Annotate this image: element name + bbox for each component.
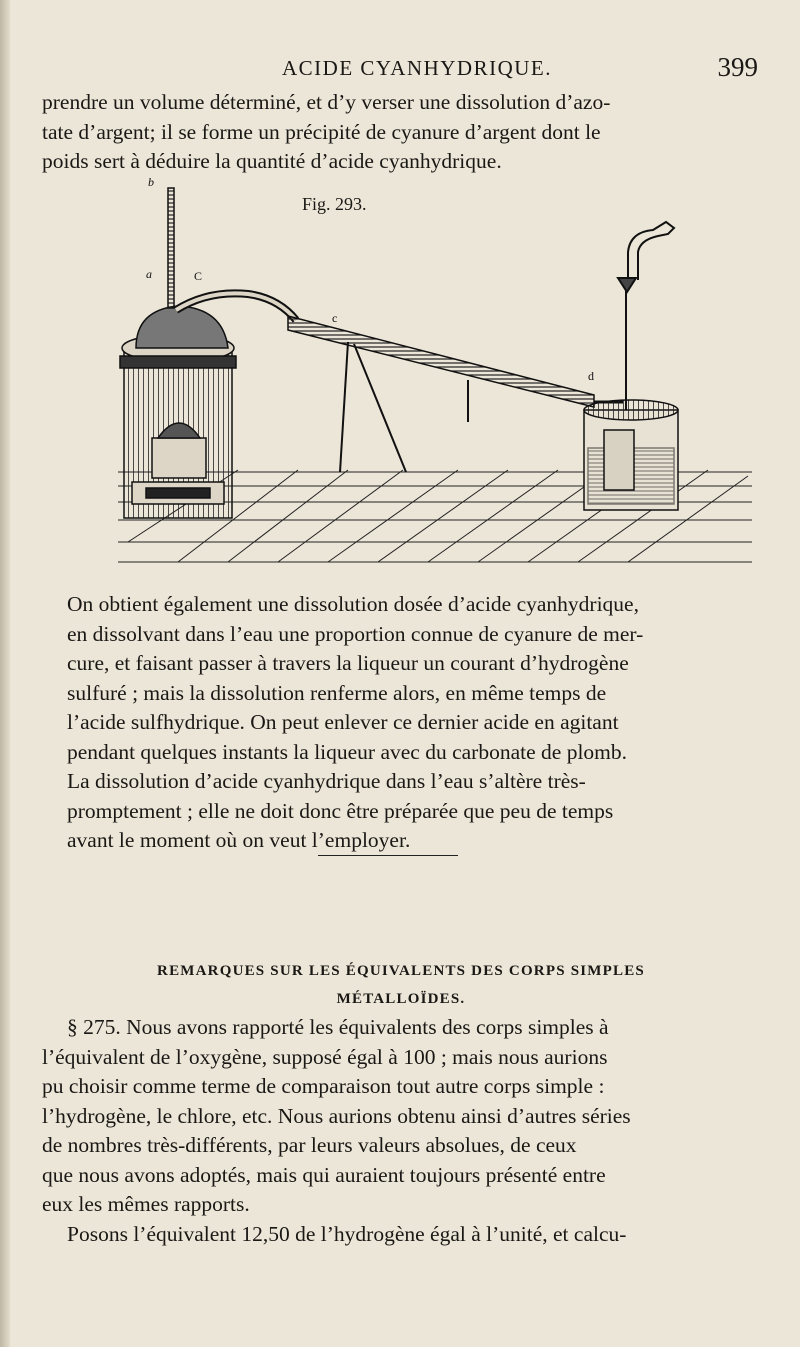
section-divider [318,855,458,856]
label-C: C [194,269,203,283]
text-line: cure, et faisant passer à travers la liqueur un courant d’hydrogène [67,651,629,675]
distillation-illustration [118,170,752,570]
running-title: ACIDE CYANHYDRIQUE. [282,56,552,80]
text-line: l’acide sulfhydrique. On peut enlever ce dernier acide en agitant [67,710,619,734]
section-heading-line: REMARQUES SUR LES ÉQUIVALENTS DES CORPS SIMPLES [157,963,645,979]
text-line: poids sert à déduire la quantité d’acide cyanhydrique. [42,149,502,173]
page-number: 399 [717,52,758,82]
text-line: avant le moment où on veut l’employer. [67,828,411,852]
paragraph-275 [42,1013,760,1249]
text-line: pendant quelques instants la liqueur avec du carbonate de plomb. [67,739,628,764]
retort [136,188,296,348]
label-c: c [332,311,338,325]
page-gutter-shadow [0,0,10,1347]
paragraph-hydrogene-sulfure [42,590,760,856]
label-d: d [588,369,594,383]
text-line: La dissolution d’acide cyanhydrique dans l’eau s’altère très- [67,769,586,793]
text-line: de nombres très-différents, par leurs valeurs absolues, de ceux [42,1133,577,1157]
text-line: Posons l’équivalent 12,50 de l’hydrogène égal à l’unité, et calcu- [67,1221,627,1246]
text-line: sulfuré ; mais la dissolution renferme alors, en même temps de [67,680,607,705]
text-line: § 275. Nous avons rapporté les équivalents des corps simples à [67,1015,609,1039]
text-line: On obtient également une dissolution dosée d’acide cyanhydrique, [67,592,639,616]
figure-caption: Fig. 293. [302,194,367,214]
text-line: que nous avons adoptés, mais qui auraient toujours présenté entre [42,1162,606,1187]
condenser [288,316,623,472]
section-heading-line: MÉTALLOÏDES. [336,991,466,1007]
text-line: en dissolvant dans l’eau une proportion connue de cyanure de mer- [67,621,644,646]
figure-distillation-apparatus [118,170,752,570]
text-line: l’équivalent de l’oxygène, supposé égal à 100 ; mais nous aurions [42,1044,608,1069]
running-head [42,52,760,84]
furnace [120,334,236,518]
text-line: eux les mêmes rapports. [42,1192,250,1216]
label-a: a [146,267,152,281]
text-line: tate d’argent; il se forme un précipité de cyanure d’argent dont le [42,119,601,144]
paragraph-continuation [42,88,760,177]
text-line: pu choisir comme terme de comparaison tout autre corps simple : [42,1074,605,1098]
section-heading [42,957,760,1013]
label-b: b [148,175,154,189]
receiver-jar [584,400,678,510]
text-line: promptement ; elle ne doit donc être préparée que peu de temps [67,798,614,823]
text-line: l’hydrogène, le chlore, etc. Nous aurions obtenu ainsi d’autres séries [42,1103,631,1128]
text-line: prendre un volume déterminé, et d’y verser une dissolution d’azo- [42,90,611,114]
